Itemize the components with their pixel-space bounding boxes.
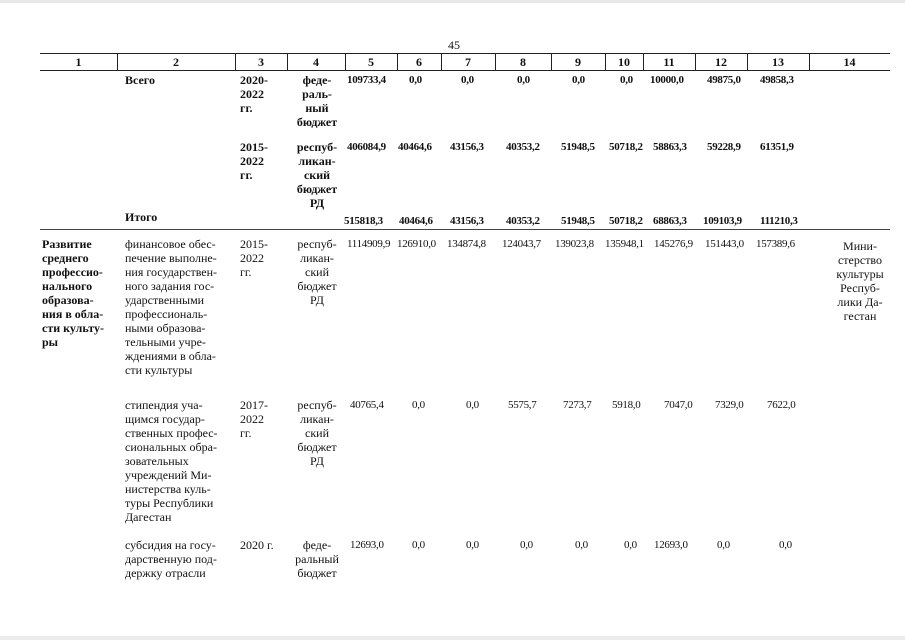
cell-value: 0,0 bbox=[575, 539, 588, 551]
header-col-12: 12 bbox=[715, 55, 727, 69]
row-period: 2015- 2022 гг. bbox=[240, 140, 268, 182]
cell-value: 50718,2 bbox=[609, 215, 643, 227]
cell-value: 59228,9 bbox=[707, 141, 741, 153]
header-top-border bbox=[40, 53, 890, 54]
row-source: респуб- ликан- ский бюджет РД bbox=[297, 398, 337, 468]
cell-value: 135948,1 bbox=[605, 238, 644, 250]
cell-value: 139023,8 bbox=[555, 238, 594, 250]
cell-value: 406084,9 bbox=[347, 141, 386, 153]
cell-value: 151443,0 bbox=[705, 238, 744, 250]
cell-value: 1114909,9 bbox=[347, 238, 391, 250]
scan-bottom-edge bbox=[0, 636, 905, 640]
cell-value: 7622,0 bbox=[767, 399, 796, 411]
cell-value: 49858,3 bbox=[760, 74, 794, 86]
cell-value: 40765,4 bbox=[350, 399, 384, 411]
cell-value: 5918,0 bbox=[612, 399, 641, 411]
cell-value: 40353,2 bbox=[506, 141, 540, 153]
cell-value: 40464,6 bbox=[398, 141, 432, 153]
executor: Мини- стерство культуры Респуб- лики Да- гестан bbox=[836, 239, 884, 323]
row-period: 2015- 2022 гг. bbox=[240, 237, 268, 279]
cell-value: 0,0 bbox=[466, 539, 479, 551]
row-period: 2017- 2022 гг. bbox=[240, 398, 268, 440]
cell-value: 0,0 bbox=[409, 74, 422, 86]
cell-value: 145276,9 bbox=[654, 238, 693, 250]
cell-value: 40464,6 bbox=[399, 215, 433, 227]
cell-value: 50718,2 bbox=[609, 141, 643, 153]
row-label-itogo: Итого bbox=[125, 210, 158, 224]
header-col-14: 14 bbox=[843, 55, 856, 69]
cell-value: 0,0 bbox=[520, 539, 533, 551]
cell-value: 0,0 bbox=[461, 74, 474, 86]
cell-value: 0,0 bbox=[412, 399, 425, 411]
cell-value: 157389,6 bbox=[756, 238, 795, 250]
section-title: Развитие среднего профессио- нального образова- ния в обла- сти культу- ры bbox=[42, 237, 104, 349]
page-number: 45 bbox=[448, 38, 460, 52]
header-col-2: 2 bbox=[173, 55, 179, 69]
row-label: стипендия уча- щимся государ- ственных профес- сиональных обра- зовательных учреждений Ми- нистерства куль- туры Республики Дагестан bbox=[125, 398, 218, 524]
cell-value: 7047,0 bbox=[664, 399, 693, 411]
header-col-11: 11 bbox=[663, 55, 675, 69]
cell-value: 51948,5 bbox=[561, 215, 595, 227]
header-col-7: 7 bbox=[465, 55, 471, 69]
header-col-10: 10 bbox=[618, 55, 630, 69]
row-source: респуб- ликан- ский бюджет РД bbox=[296, 140, 338, 210]
cell-value: 43156,3 bbox=[450, 215, 484, 227]
cell-value: 68863,3 bbox=[653, 215, 687, 227]
cell-value: 58863,3 bbox=[653, 141, 687, 153]
cell-value: 10000,0 bbox=[650, 74, 684, 86]
row-source: респуб- ликан- ский бюджет РД bbox=[297, 237, 337, 307]
cell-value: 134874,8 bbox=[447, 238, 486, 250]
row-period: 2020 г. bbox=[240, 538, 274, 552]
scan-top-edge bbox=[0, 0, 905, 3]
cell-value: 0,0 bbox=[620, 74, 633, 86]
cell-value: 0,0 bbox=[412, 539, 425, 551]
cell-value: 49875,0 bbox=[707, 74, 741, 86]
cell-value: 51948,5 bbox=[561, 141, 595, 153]
header-col-5: 5 bbox=[368, 55, 374, 69]
cell-value: 0,0 bbox=[779, 539, 792, 551]
cell-value: 0,0 bbox=[572, 74, 585, 86]
cell-value: 61351,9 bbox=[760, 141, 794, 153]
row-label: субсидия на госу- дарственную под- держку отрасли bbox=[125, 538, 217, 580]
cell-value: 0,0 bbox=[717, 539, 730, 551]
header-col-13: 13 bbox=[772, 55, 784, 69]
section-divider bbox=[40, 229, 890, 230]
header-col-1: 1 bbox=[75, 55, 82, 69]
cell-value: 0,0 bbox=[466, 399, 479, 411]
header-col-3: 3 bbox=[258, 55, 264, 69]
row-period: 2020- 2022 гг. bbox=[240, 73, 268, 115]
row-label-vsego: Всего bbox=[125, 73, 155, 87]
header-col-9: 9 bbox=[575, 55, 581, 69]
cell-value: 124043,7 bbox=[502, 238, 541, 250]
cell-value: 43156,3 bbox=[450, 141, 484, 153]
cell-value: 515818,3 bbox=[344, 215, 383, 227]
header-col-6: 6 bbox=[416, 55, 422, 69]
cell-value: 40353,2 bbox=[506, 215, 540, 227]
row-source: феде- ральный бюджет bbox=[295, 538, 339, 580]
cell-value: 109733,4 bbox=[347, 74, 386, 86]
header-col-8: 8 bbox=[520, 55, 526, 69]
cell-value: 12693,0 bbox=[350, 539, 384, 551]
header-col-4: 4 bbox=[313, 55, 319, 69]
cell-value: 7329,0 bbox=[715, 399, 744, 411]
row-label: финансовое обес- печение выполне- ния государствен- ного задания гос- ударственными профессиональ- ными образова- тельными учре- ждениями в обла- сти культуры bbox=[125, 237, 218, 377]
header-bottom-border bbox=[40, 70, 890, 71]
row-source: феде- раль- ный бюджет bbox=[296, 73, 338, 129]
cell-value: 109103,9 bbox=[703, 215, 742, 227]
cell-value: 7273,7 bbox=[563, 399, 592, 411]
cell-value: 0,0 bbox=[517, 74, 530, 86]
cell-value: 126910,0 bbox=[397, 238, 436, 250]
cell-value: 111210,3 bbox=[760, 215, 798, 227]
cell-value: 0,0 bbox=[624, 539, 637, 551]
cell-value: 5575,7 bbox=[508, 399, 537, 411]
cell-value: 12693,0 bbox=[654, 539, 688, 551]
